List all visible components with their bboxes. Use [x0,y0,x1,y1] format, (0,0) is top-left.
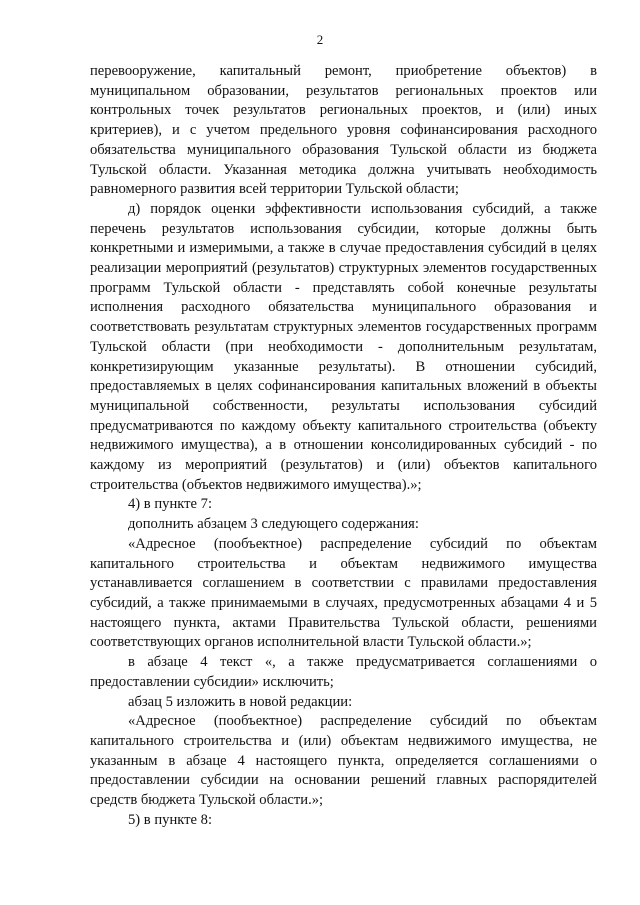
paragraph-continuation: перевооружение, капитальный ремонт, приобретение объектов) в муниципальном образовании, результатов региональных проектов или контрольных точек результатов региональных проектов, и (или) иных критериев), и с учетом предельного уровня софинансирования расходного обязательства муниципального образования Тульской области из бюджета Тульской области. Указанная методика должна учитывать необходимость равномерного развития всей территории Тульской области; [90,63,597,198]
paragraph-quote-abzac-5: «Адресное (пообъектное) распределение субсидий по объектам капитального строительства и (или) объектам недвижимого имущества, не указанным в абзаце 4 настоящего пункта, определяется соглашениями о предоставлении субсидии на основании решений главных распорядителей средств бюджета Тульской области.»; [90,713,597,809]
paragraph-abzac-5-intro: абзац 5 изложить в новой редакции: [128,693,353,710]
paragraph-quote-abzac-3: «Адресное (пообъектное) распределение субсидий по объектам капитального строительства и объектам недвижимого имущества устанавливается соглашением в соответствии с правилами предоставления субсидий, а также принимаемыми в случаях, предусмотренных абзацами 4 и 5 настоящего пункта, актами Правительства Тульской области, решениями соответствующих органов исполнительной власти Тульской области.»; [90,535,597,651]
paragraph-subitem-d: д) порядок оценки эффективности использования субсидий, а также перечень результатов использования субсидии, которые должны быть конкретными и измеримыми, а также в случае предоставления субсидий в целях реализации мероприятий (результатов) структурных элементов государственных программ Тульской области - представлять собой конечные результаты исполнения расходного обязательства муниципального образования и соответствовать результатам структурных элементов государственных программ Тульской области (при необходимости - дополнительным результатам, конкретизирующим указанные результаты). В отношении субсидий, предоставляемых в целях софинансирования капитальных вложений в объекты муниципальной собственности, результаты использования субсидий предусматриваются по каждому объекту капитального строительства (объекту недвижимого имущества), а в отношении консолидированных субсидий - по каждому из мероприятий (результатов) и (или) объектов капитального строительства (объектов недвижимого имущества).»; [90,200,597,493]
paragraph-item-4: 4) в пункте 7: [128,496,213,513]
page-number: 2 [316,32,324,47]
paragraph-abzac-4-change: в абзаце 4 текст «, а также предусматривается соглашениями о предоставлении субсидии» исключить; [90,654,597,690]
paragraph-item-5: 5) в пункте 8: [128,811,213,828]
document-body [90,62,597,830]
paragraph-add-abzac-3: дополнить абзацем 3 следующего содержания: [128,516,419,533]
